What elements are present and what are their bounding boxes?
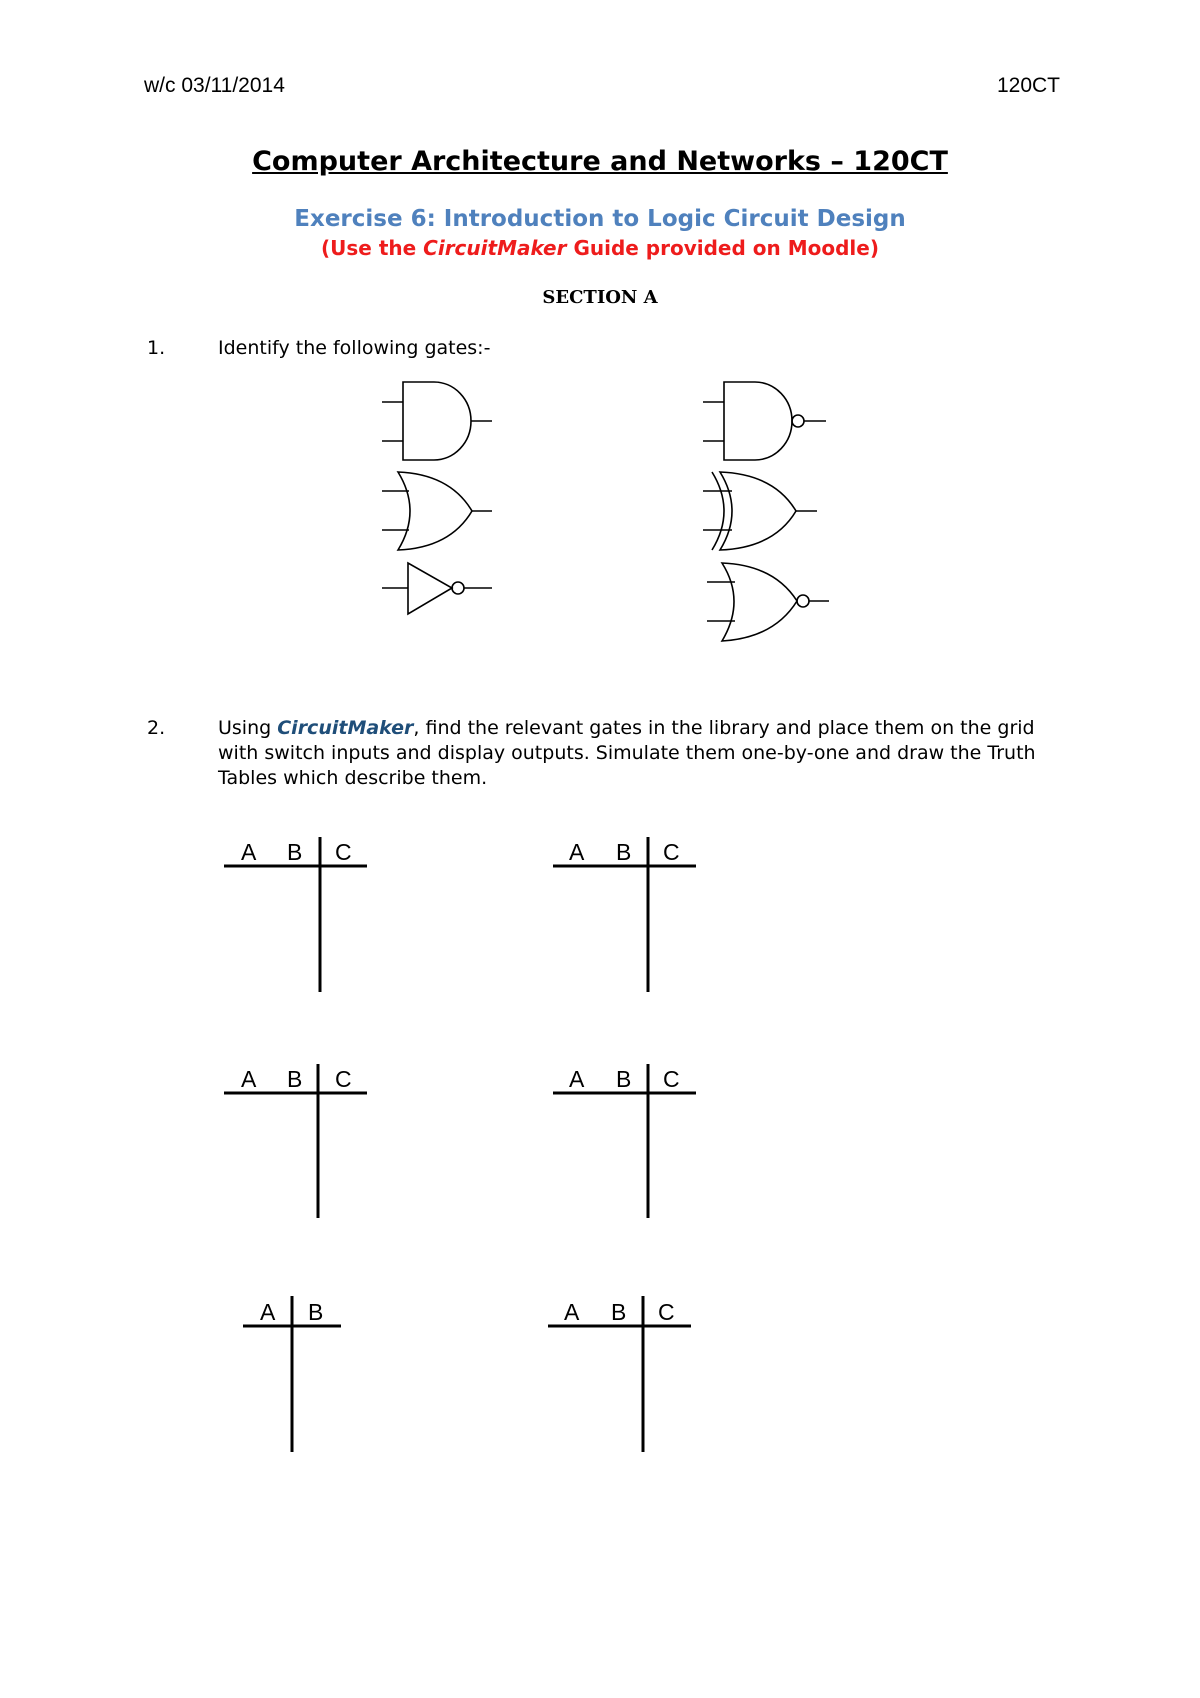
not-gate-icon (382, 563, 492, 614)
truth-table-4-col-c: C (663, 1066, 680, 1092)
question-2-text: Using CircuitMaker, find the relevant gates in the library and place them on the grid with switch inputs and display outputs. Simulate them one-by-one and draw the Truth Tables which describe them. (218, 717, 1036, 789)
truth-table-2-col-a: A (569, 839, 585, 865)
question-1-text: Identify the following gates:- (218, 337, 491, 359)
section-heading: SECTION A (542, 287, 658, 308)
truth-table-3-col-c: C (335, 1066, 352, 1092)
truth-table-3-col-a: A (241, 1066, 257, 1092)
and-gate-icon (382, 382, 492, 460)
xor-gate-icon (703, 472, 817, 550)
question-1-number: 1. (147, 337, 166, 359)
truth-table-5 (243, 1296, 341, 1452)
truth-table-6-col-a: A (564, 1299, 580, 1325)
truth-table-1-col-a: A (241, 839, 257, 865)
question-2-number: 2. (147, 717, 166, 739)
truth-table-6-col-c: C (658, 1299, 675, 1325)
truth-table-5-col-b: B (308, 1299, 324, 1325)
or-gate-icon (382, 472, 492, 550)
nor-gate-icon (707, 563, 829, 641)
truth-table-3-col-b: B (287, 1066, 303, 1092)
exercise-subtitle: Exercise 6: Introduction to Logic Circuit Design (294, 206, 906, 232)
truth-table-1-col-c: C (335, 839, 352, 865)
document-title: Computer Architecture and Networks – 120CT (252, 146, 948, 177)
truth-table-6-col-b: B (611, 1299, 627, 1325)
usage-note: (Use the CircuitMaker Guide provided on Moodle) (321, 236, 879, 260)
truth-table-2-col-c: C (663, 839, 680, 865)
circuitmaker-name: CircuitMaker (277, 717, 414, 739)
header-date: w/c 03/11/2014 (144, 74, 285, 97)
header-course-code: 120CT (996, 74, 1060, 97)
truth-table-2-col-b: B (616, 839, 632, 865)
truth-table-4-col-b: B (616, 1066, 632, 1092)
truth-table-1-col-b: B (287, 839, 303, 865)
nand-gate-icon (703, 382, 826, 460)
truth-table-5-col-a: A (260, 1299, 276, 1325)
truth-table-4-col-a: A (569, 1066, 585, 1092)
